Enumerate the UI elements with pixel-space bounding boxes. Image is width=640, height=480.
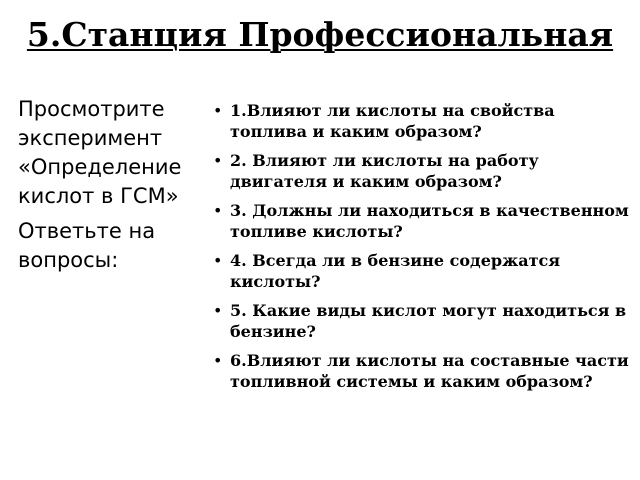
instructions-panel bbox=[18, 95, 203, 281]
question-text: 6.Влияют ли кислоты на составные части топливной системы и каким образом? bbox=[230, 351, 629, 391]
bullet-icon: • bbox=[213, 351, 223, 370]
bullet-icon: • bbox=[213, 301, 223, 320]
question-text: 5. Какие виды кислот могут находиться в бензине? bbox=[230, 301, 627, 341]
question-list bbox=[213, 100, 633, 392]
question-item bbox=[213, 200, 633, 242]
question-item bbox=[213, 300, 633, 342]
question-item bbox=[213, 250, 633, 292]
bullet-icon: • bbox=[213, 101, 223, 120]
question-item bbox=[213, 150, 633, 192]
bullet-icon: • bbox=[213, 151, 223, 170]
question-text: 3. Должны ли находиться в качественном топливе кислоты? bbox=[230, 201, 629, 241]
question-text: 1.Влияют ли кислоты на свойства топлива и каким образом? bbox=[230, 101, 555, 141]
question-item bbox=[213, 350, 633, 392]
bullet-icon: • bbox=[213, 201, 223, 220]
question-item bbox=[213, 100, 633, 142]
question-text: 2. Влияют ли кислоты на работу двигателя и каким образом? bbox=[230, 151, 539, 191]
question-text: 4. Всегда ли в бензине содержатся кислоты? bbox=[230, 251, 561, 291]
instruction-watch: Просмотрите эксперимент «Определение кислот в ГСМ» bbox=[18, 97, 182, 208]
questions-panel bbox=[213, 100, 633, 400]
slide-title: 5.Станция Профессиональная bbox=[26, 15, 614, 54]
instruction-answer: Ответьте на вопросы: bbox=[18, 219, 156, 272]
bullet-icon: • bbox=[213, 251, 223, 270]
